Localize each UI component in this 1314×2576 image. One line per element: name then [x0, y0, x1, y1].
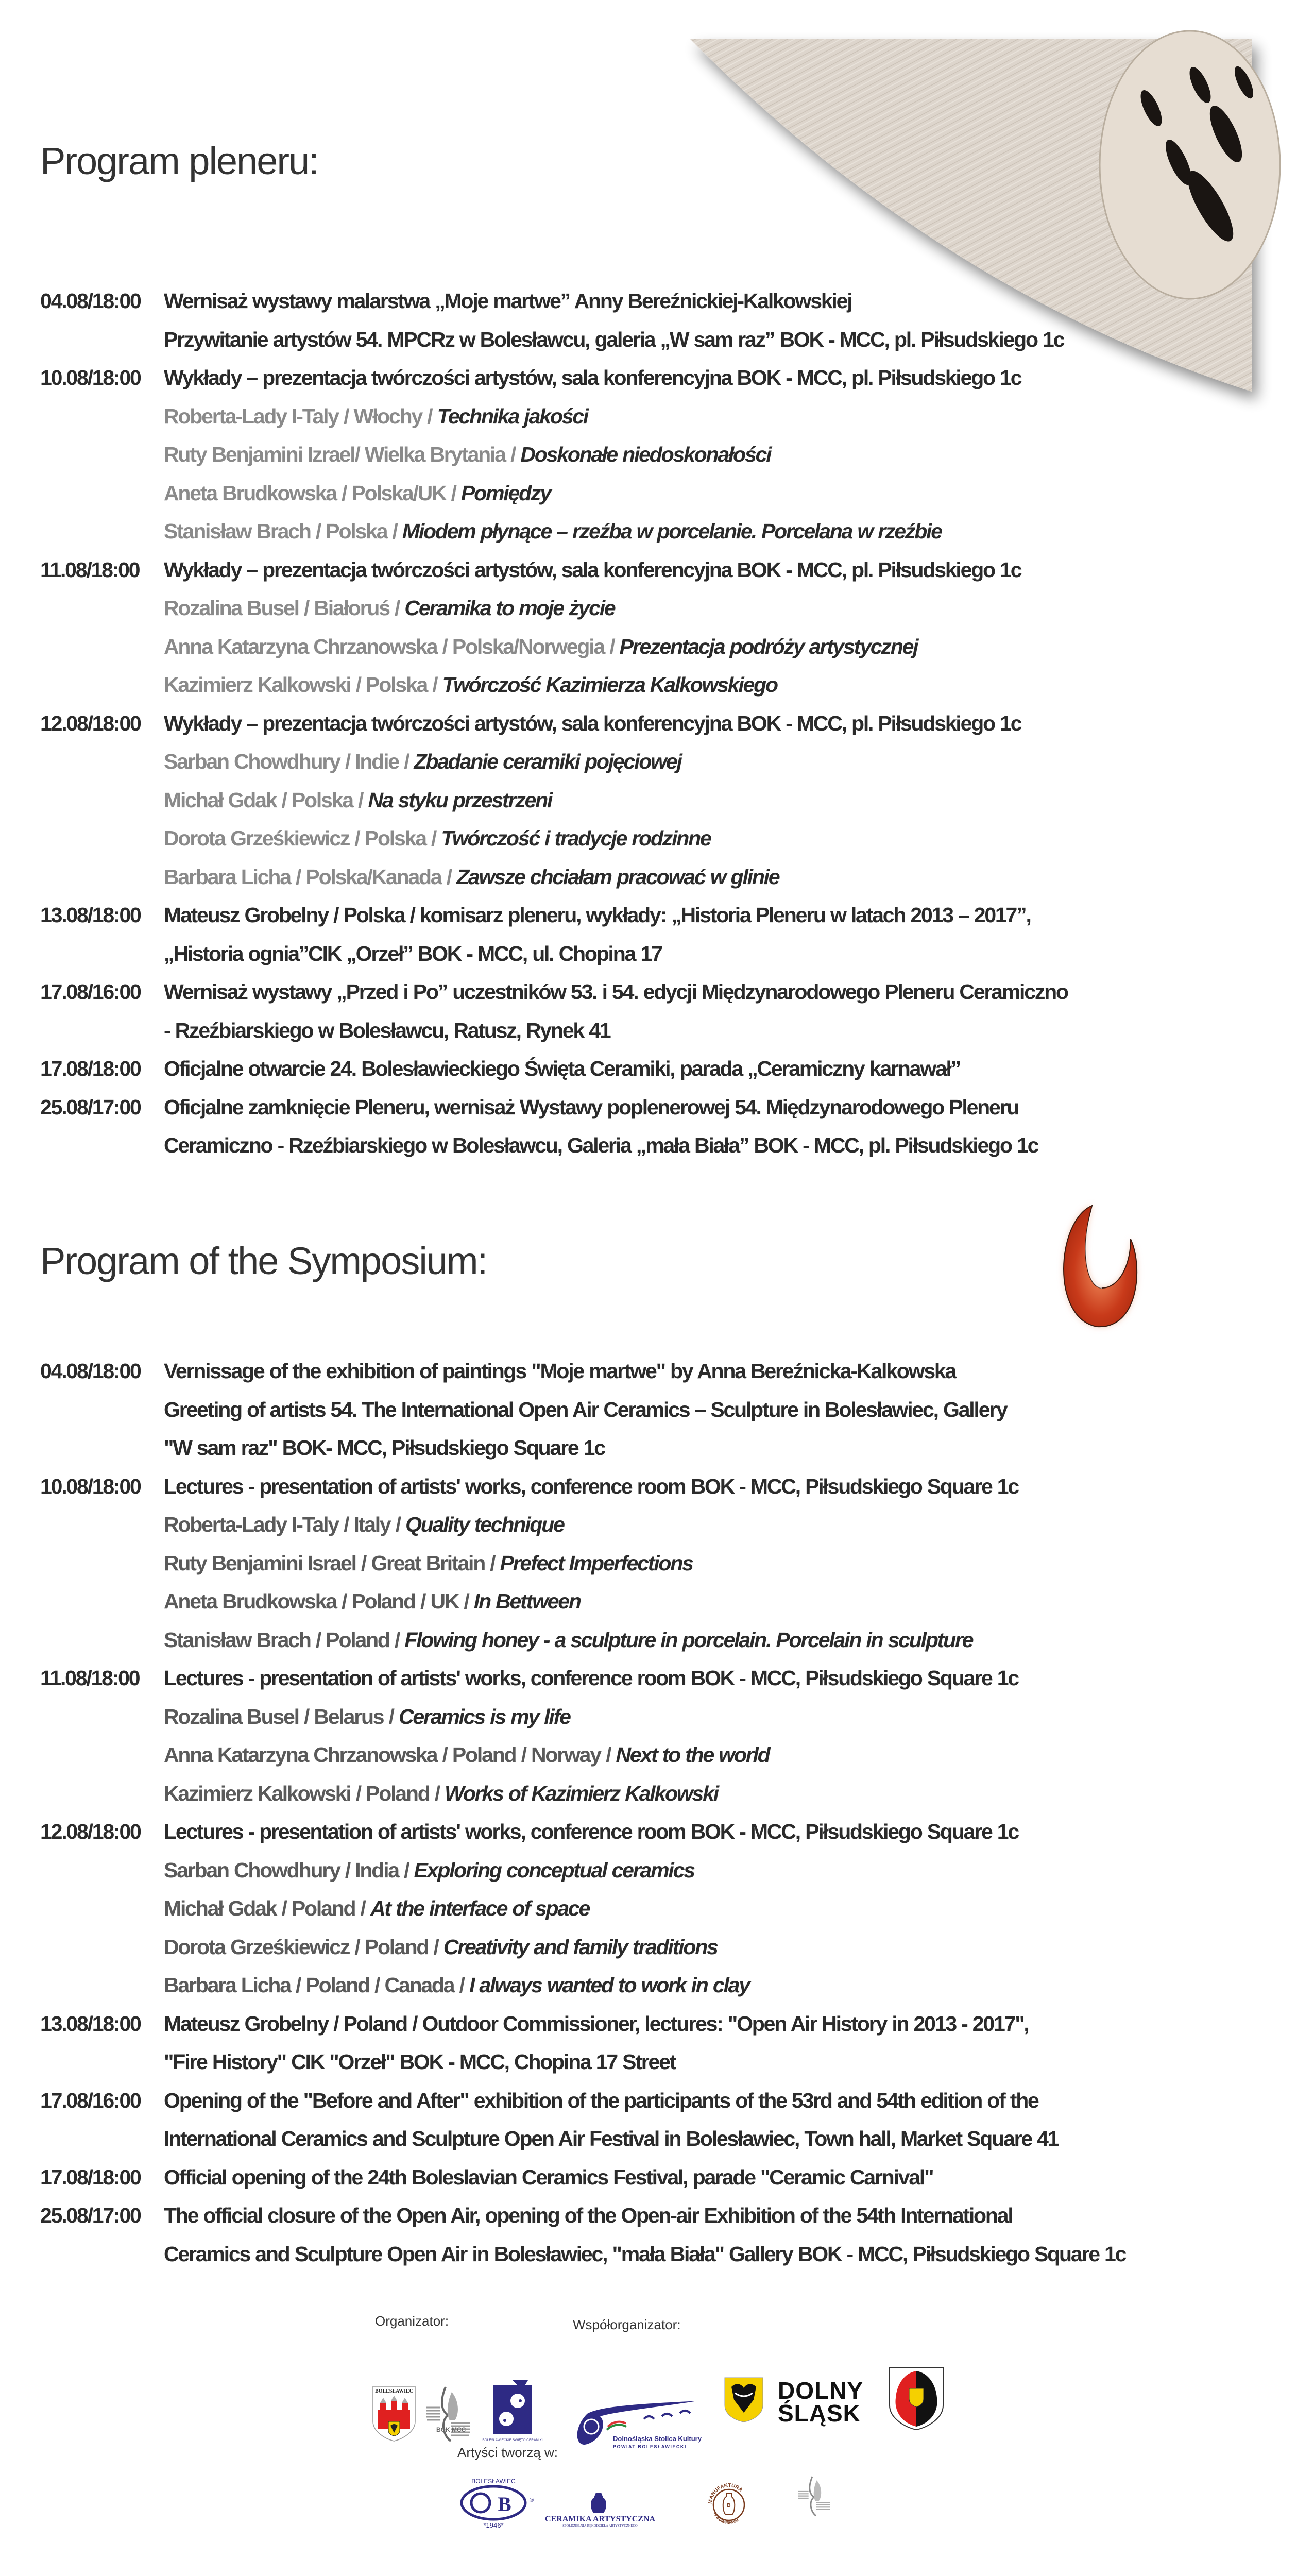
event-description: Oficjalne otwarcie 24. Bolesławieckiego Święta Ceramiki, parada „Ceramiczny karnawał” — [164, 1057, 961, 1080]
dolny-text: DOLNY — [778, 2377, 863, 2404]
red-ceramic-image — [1025, 1190, 1159, 1340]
program-event — [40, 973, 1276, 1011]
lecture-title: Quality technique — [405, 1513, 564, 1536]
lecture-title: Prezentacja podróży artystycznej — [619, 634, 918, 658]
artist-name-country: Stanisław Brach / Polska / — [164, 519, 402, 543]
lecture-title: Doskonałe niedoskonałości — [520, 443, 771, 466]
bok-mcc-small-logo — [797, 2470, 831, 2522]
artist-name-country: Rozalina Busel / Białoruś / — [164, 596, 405, 620]
artist-name-country: Michał Gdak / Polska / — [164, 788, 368, 812]
artist-name-country: Barbara Licha / Poland / Canada / — [164, 1973, 469, 1997]
artist-name-country: Barbara Licha / Polska/Kanada / — [164, 865, 457, 889]
program-event-continuation — [40, 320, 1276, 359]
event-datetime: 10.08/18:00 — [40, 366, 141, 389]
lecture-title: Twórczość Kazimierza Kalkowskiego — [442, 673, 777, 697]
artist-name-country: Aneta Brudkowska / Poland / UK / — [164, 1589, 474, 1613]
program-artist-lecture — [40, 1851, 1276, 1890]
event-datetime: 25.08/17:00 — [40, 2204, 141, 2227]
program-event — [40, 896, 1276, 935]
b-logo-top-text: BOLESŁAWIEC — [471, 2478, 516, 2485]
program-event — [40, 282, 1276, 320]
program-event — [40, 1467, 1276, 1506]
event-datetime: 04.08/18:00 — [40, 1359, 141, 1383]
polish-program-list — [40, 282, 1276, 1165]
event-datetime: 17.08/16:00 — [40, 2088, 141, 2112]
powiat-boleslawiecki-crest-logo — [889, 2367, 944, 2431]
event-description: The official closure of the Open Air, opening of the Open-air Exhibition of the 54th International — [164, 2204, 1013, 2227]
event-description-continued: - Rzeźbiarskiego w Bolesławcu, Ratusz, Rynek 41 — [164, 1018, 610, 1042]
event-description: Wernisaż wystawy malarstwa „Moje martwe” Anny Bereźnickiej-Kalkowskiej — [164, 289, 852, 313]
program-artist-lecture — [40, 1621, 1276, 1659]
program-artist-lecture — [40, 1698, 1276, 1736]
program-artist-lecture — [40, 628, 1276, 666]
program-artist-lecture — [40, 512, 1276, 551]
lecture-title: At the interface of space — [370, 1896, 590, 1920]
program-artist-lecture — [40, 1928, 1276, 1967]
program-artist-lecture — [40, 858, 1276, 896]
organizer-label: Organizator: — [375, 2313, 449, 2329]
artist-name-country: Anna Katarzyna Chrzanowska / Polska/Norwegia / — [164, 634, 620, 658]
artist-name-country: Roberta-Lady I-Taly / Włochy / — [164, 404, 437, 428]
manufaktura-logo — [706, 2478, 752, 2530]
event-description: Wernisaż wystawy „Przed i Po” uczestników 53. i 54. edycji Międzynarodowego Pleneru Ceramiczno — [164, 980, 1068, 1004]
lecture-title: Miodem płynące – rzeźba w porcelanie. Porcelana w rzeźbie — [402, 519, 942, 543]
lecture-title: I always wanted to work in clay — [469, 1973, 749, 1997]
lecture-title: Technika jakości — [437, 404, 588, 428]
lecture-title: Exploring conceptual ceramics — [414, 1858, 694, 1882]
program-event-continuation — [40, 935, 1276, 973]
event-datetime: 11.08/18:00 — [40, 557, 140, 582]
program-artist-lecture — [40, 589, 1276, 628]
program-event — [40, 1352, 1276, 1391]
artist-name-country: Kazimierz Kalkowski / Poland / — [164, 1781, 445, 1805]
boleslawieckie-swieto-ceramiki-logo — [482, 2380, 543, 2447]
program-artist-lecture — [40, 1582, 1276, 1621]
program-event-continuation — [40, 2235, 1276, 2274]
crest-text: BOLESŁAWIEC — [375, 2388, 413, 2394]
event-datetime: 13.08/18:00 — [40, 2011, 141, 2036]
program-artist-lecture — [40, 1544, 1276, 1583]
manufaktura-bottom-text: w Bolesławcu — [712, 2511, 740, 2526]
event-description-continued: "Fire History" CIK "Orzeł" BOK - MCC, Chopina 17 Street — [164, 2050, 676, 2074]
program-artist-lecture — [40, 742, 1276, 781]
program-artist-lecture — [40, 1736, 1276, 1774]
event-datetime: 17.08/18:00 — [40, 1057, 141, 1080]
ceramika-artystyczna-logo — [544, 2488, 656, 2530]
program-artist-lecture — [40, 474, 1276, 513]
event-datetime: 17.08/16:00 — [40, 980, 141, 1004]
event-description-continued: „Historia ognia”CIK „Orzeł” BOK - MCC, ul. Chopina 17 — [164, 941, 662, 965]
program-event — [40, 2005, 1276, 2043]
event-description: Vernissage of the exhibition of paintings "Moje martwe" by Anna Bereźnicka-Kalkowska — [164, 1359, 956, 1383]
program-event — [40, 1659, 1276, 1698]
program-event — [40, 1088, 1276, 1127]
event-description: Wykłady – prezentacja twórczości artystów, sala konferencyjna BOK - MCC, pl. Piłsudskiego 1c — [164, 557, 1021, 582]
program-event — [40, 704, 1276, 743]
artist-name-country: Michał Gdak / Poland / — [164, 1896, 370, 1920]
dsk-subtitle: POWIAT BOLESŁAWIECKI — [613, 2444, 687, 2449]
lecture-title: Zbadanie ceramiki pojęciowej — [414, 750, 681, 773]
event-datetime: 12.08/18:00 — [40, 711, 141, 735]
program-event-continuation — [40, 2043, 1276, 2081]
event-description: Mateusz Grobelny / Polska / komisarz pleneru, wykłady: „Historia Pleneru w latach 2013 – 2017”, — [164, 903, 1031, 927]
event-description: Opening of the "Before and After" exhibition of the participants of the 53rd and 54th edition of the — [164, 2088, 1038, 2112]
svg-text:B: B — [727, 2503, 731, 2509]
dolny-slask-crest-logo — [724, 2377, 764, 2423]
lecture-title: In Bettween — [473, 1589, 581, 1613]
polish-heading: Program pleneru: — [40, 140, 318, 182]
program-event-continuation — [40, 2120, 1276, 2158]
program-event — [40, 359, 1276, 397]
ceramika-subtitle: SPÓŁDZIELNIA RĘKODZIEŁA ARTYSTYCZNEGO — [562, 2524, 638, 2528]
program-event — [40, 2196, 1276, 2235]
event-description: Wykłady – prezentacja twórczości artystów, sala konferencyjna BOK - MCC, pl. Piłsudskiego 1c — [164, 711, 1021, 735]
lecture-title: Na styku przestrzeni — [368, 788, 552, 812]
event-description: Lectures - presentation of artists' works, conference room BOK - MCC, Piłsudskiego Square 1c — [164, 1820, 1018, 1843]
lecture-title: Ceramika to moje życie — [404, 596, 615, 620]
dolnoslaska-stolica-kultury-logo — [572, 2396, 701, 2452]
event-datetime: 17.08/18:00 — [40, 2165, 141, 2189]
event-description: Oficjalne zamknięcie Pleneru, wernisaż Wystawy poplenerowej 54. Międzynarodowego Pleneru — [164, 1095, 1019, 1119]
program-artist-lecture — [40, 666, 1276, 704]
event-datetime: 04.08/18:00 — [40, 289, 141, 313]
boleslawiec-crest-logo — [372, 2385, 416, 2442]
event-datetime: 13.08/18:00 — [40, 903, 141, 927]
event-datetime: 25.08/17:00 — [40, 1095, 141, 1119]
artist-name-country: Sarban Chowdhury / Indie / — [164, 750, 414, 773]
program-event-continuation — [40, 1126, 1276, 1165]
lecture-title: Prefect Imperfections — [500, 1551, 693, 1575]
artist-name-country: Rozalina Busel / Belarus / — [164, 1704, 399, 1728]
english-heading: Program of the Symposium: — [40, 1240, 487, 1282]
svg-text:w Bolesławcu — [712, 2511, 739, 2526]
artist-name-country: Roberta-Lady I-Taly / Italy / — [164, 1513, 406, 1536]
program-event — [40, 1812, 1276, 1851]
event-description: Lectures - presentation of artists' works, conference room BOK - MCC, Piłsudskiego Square 1c — [164, 1474, 1018, 1498]
program-artist-lecture — [40, 1774, 1276, 1813]
program-event-continuation — [40, 1429, 1276, 1467]
program-event — [40, 551, 1276, 589]
lecture-title: Creativity and family traditions — [443, 1935, 718, 1959]
program-artist-lecture — [40, 1889, 1276, 1928]
artist-name-country: Dorota Grześkiewicz / Poland / — [164, 1935, 443, 1959]
artist-name-country: Dorota Grześkiewicz / Polska / — [164, 826, 441, 850]
b-logo-year: *1946* — [483, 2521, 504, 2529]
slask-text: ŚLĄSK — [778, 2400, 861, 2427]
event-datetime: 10.08/18:00 — [40, 1474, 141, 1498]
bok-mcc-text: BOK MCC — [436, 2426, 466, 2433]
program-event — [40, 2081, 1276, 2120]
event-description-continued: Przywitanie artystów 54. MPCRz w Bolesławcu, galeria „W sam raz” BOK - MCC, pl. Piłsudskiego 1c — [164, 327, 1064, 351]
event-datetime: 12.08/18:00 — [40, 1820, 141, 1843]
lecture-title: Zawsze chciałam pracować w glinie — [456, 865, 779, 889]
lecture-title: Works of Kazimierz Kalkowski — [445, 1781, 718, 1805]
coorganizer-label: Współorganizator: — [573, 2317, 681, 2332]
event-description: Wykłady – prezentacja twórczości artystów, sala konferencyjna BOK - MCC, pl. Piłsudskiego 1c — [164, 366, 1021, 389]
lecture-title: Twórczość i tradycje rodzinne — [441, 826, 711, 850]
program-event — [40, 2158, 1276, 2197]
event-description-continued: International Ceramics and Sculpture Open Air Festival in Bolesławiec, Town hall, Market Square 41 — [164, 2127, 1059, 2150]
program-artist-lecture — [40, 1966, 1276, 2005]
dsk-title: Dolnośląska Stolica Kultury — [613, 2435, 702, 2443]
lecture-title: Next to the world — [616, 1743, 770, 1767]
svg-text:B: B — [498, 2493, 511, 2516]
event-description: Official opening of the 24th Boleslavian Ceramics Festival, parade "Ceramic Carnival" — [164, 2165, 933, 2189]
program-event-continuation — [40, 1011, 1276, 1050]
event-description: Mateusz Grobelny / Poland / Outdoor Commissioner, lectures: "Open Air History in 2013 - 2017", — [164, 2011, 1029, 2036]
program-artist-lecture — [40, 397, 1276, 436]
program-artist-lecture — [40, 435, 1276, 474]
event-datetime: 11.08/18:00 — [40, 1666, 140, 1690]
lecture-title: Ceramics is my life — [398, 1704, 570, 1728]
artist-name-country: Aneta Brudkowska / Polska/UK / — [164, 481, 462, 505]
program-event — [40, 1049, 1276, 1088]
program-event-continuation — [40, 1391, 1276, 1429]
program-artist-lecture — [40, 781, 1276, 820]
program-artist-lecture — [40, 819, 1276, 858]
bok-mcc-logo — [425, 2384, 471, 2444]
artist-name-country: Ruty Benjamini Israel / Great Britain / — [164, 1551, 500, 1575]
program-artist-lecture — [40, 1505, 1276, 1544]
boleslawiec-1946-logo — [457, 2473, 535, 2530]
svg-text:®: ® — [530, 2497, 534, 2503]
ceramika-title: CERAMIKA ARTYSTYCZNA — [544, 2515, 656, 2523]
bsc-text: BOLESŁAWIECKIE ŚWIĘTO CERAMIKI — [482, 2438, 543, 2442]
english-program-list — [40, 1352, 1276, 2273]
artist-name-country: Ruty Benjamini Izrael/ Wielka Brytania / — [164, 443, 521, 466]
dolny-slask-wordmark — [778, 2379, 863, 2425]
manufaktura-top-text: MANUFAKTURA — [707, 2482, 744, 2504]
artist-name-country: Anna Katarzyna Chrzanowska / Poland / Norway / — [164, 1743, 616, 1767]
lecture-title: Pomiędzy — [461, 481, 551, 505]
event-description-continued: "W sam raz" BOK- MCC, Piłsudskiego Square 1c — [164, 1436, 605, 1460]
event-description: Lectures - presentation of artists' works, conference room BOK - MCC, Piłsudskiego Square 1c — [164, 1666, 1018, 1690]
event-description-continued: Greeting of artists 54. The International Open Air Ceramics – Sculpture in Bolesławiec, Gallery — [164, 1397, 1007, 1421]
artist-name-country: Kazimierz Kalkowski / Polska / — [164, 673, 442, 697]
event-description-continued: Ceramiczno - Rzeźbiarskiego w Bolesławcu, Galeria „mała Biała” BOK - MCC, pl. Piłsudskiego 1c — [164, 1133, 1038, 1157]
artist-name-country: Stanisław Brach / Poland / — [164, 1628, 405, 1652]
artist-name-country: Sarban Chowdhury / India / — [164, 1858, 414, 1882]
lecture-title: Flowing honey - a sculpture in porcelain. Porcelain in sculpture — [404, 1628, 973, 1652]
event-description-continued: Ceramics and Sculpture Open Air in Bolesławiec, "mała Biała" Gallery BOK - MCC, Piłsudskiego Square 1c — [164, 2242, 1126, 2266]
artists-create-label: Artyści tworzą w: — [457, 2445, 558, 2460]
